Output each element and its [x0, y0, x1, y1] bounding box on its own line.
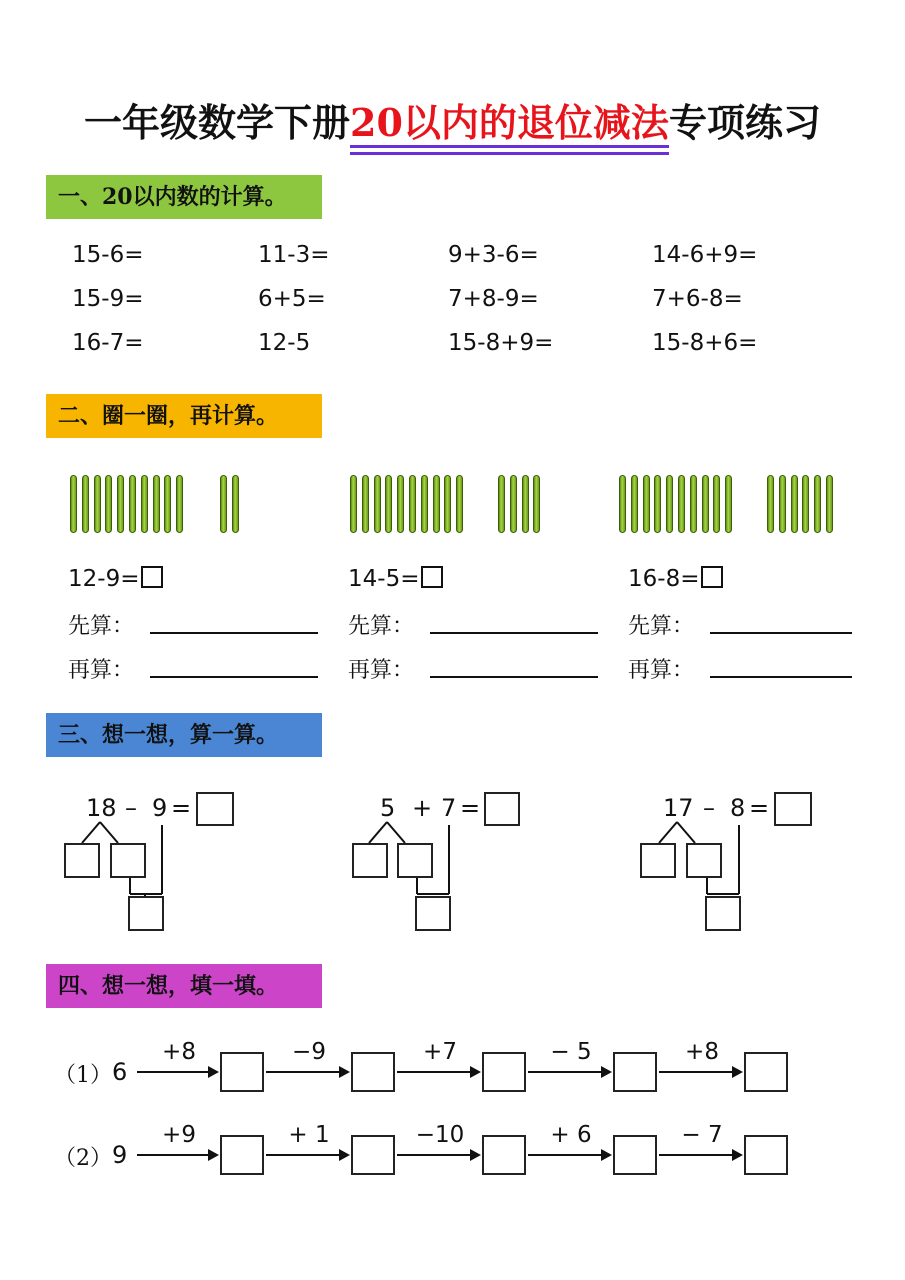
- circle-equation: 16-8=: [628, 566, 700, 592]
- chain-operation: −10: [415, 1122, 465, 1148]
- step-box[interactable]: [705, 896, 741, 931]
- operator: +: [412, 794, 433, 822]
- operator: –: [125, 794, 137, 822]
- operand-a: 18: [86, 794, 117, 822]
- section-2-heading: 二、圈一圈，再计算。: [46, 394, 322, 438]
- chain-answer-box[interactable]: [220, 1052, 264, 1092]
- then-step-label: 再算：: [628, 658, 695, 683]
- section-3-heading: 三、想一想，算一算。: [46, 713, 322, 757]
- chain-arrow: [266, 1071, 348, 1073]
- calc-item: 6+5=: [258, 286, 326, 312]
- chain-operation: +7: [423, 1039, 457, 1065]
- calc-item: 15-6=: [72, 242, 144, 268]
- equals-sign: =: [749, 794, 770, 822]
- calc-item: 7+6-8=: [652, 286, 743, 312]
- calc-item: 16-7=: [72, 330, 144, 356]
- chain-start-number: 9: [112, 1141, 128, 1169]
- chain-arrow: [137, 1071, 217, 1073]
- chain-label: （1）: [54, 1063, 112, 1088]
- title-highlight: 20以内的退位减法: [350, 100, 669, 148]
- chain-answer-box[interactable]: [744, 1135, 788, 1175]
- section-4-heading: 四、想一想，填一填。: [46, 964, 322, 1008]
- chain-operation: +8: [685, 1039, 719, 1065]
- chain-answer-box[interactable]: [351, 1135, 395, 1175]
- then-step-label: 再算：: [348, 658, 415, 683]
- chain-arrow: [137, 1154, 217, 1156]
- chain-answer-box[interactable]: [482, 1052, 526, 1092]
- chain-arrow: [659, 1071, 741, 1073]
- operator: –: [703, 794, 715, 822]
- chain-arrow: [397, 1154, 479, 1156]
- calc-item: 15-8+9=: [448, 330, 554, 356]
- operand-b: 8: [730, 794, 746, 822]
- chain-arrow: [397, 1071, 479, 1073]
- operand-b: 9: [152, 794, 168, 822]
- calc-item: 11-3=: [258, 242, 330, 268]
- chain-operation: − 5: [550, 1039, 592, 1065]
- first-step-label: 先算：: [628, 614, 695, 639]
- chain-arrow: [266, 1154, 348, 1156]
- equals-sign: =: [460, 794, 481, 822]
- calc-item: 12-5: [258, 330, 311, 356]
- chain-operation: −9: [292, 1039, 326, 1065]
- operand-a: 5: [380, 794, 396, 822]
- chain-answer-box[interactable]: [744, 1052, 788, 1092]
- equals-sign: =: [171, 794, 192, 822]
- title-prefix: 一年级数学下册: [84, 100, 351, 145]
- chain-arrow: [528, 1071, 610, 1073]
- calc-item: 15-8+6=: [652, 330, 758, 356]
- split-box[interactable]: [686, 843, 722, 878]
- calc-item: 14-6+9=: [652, 242, 758, 268]
- title-suffix: 专项练习: [668, 100, 821, 145]
- section-1-heading: 一、20以内数的计算。: [46, 175, 322, 219]
- chain-answer-box[interactable]: [613, 1135, 657, 1175]
- chain-answer-box[interactable]: [482, 1135, 526, 1175]
- then-step-label: 再算：: [68, 658, 135, 683]
- circle-equation: 14-5=: [348, 566, 420, 592]
- operand-b: 7: [441, 794, 457, 822]
- chain-answer-box[interactable]: [613, 1052, 657, 1092]
- chain-operation: +9: [162, 1122, 196, 1148]
- chain-label: （2）: [54, 1146, 112, 1171]
- calc-item: 9+3-6=: [448, 242, 539, 268]
- calc-item: 7+8-9=: [448, 286, 539, 312]
- chain-arrow: [528, 1154, 610, 1156]
- chain-operation: +8: [162, 1039, 196, 1065]
- chain-operation: + 1: [288, 1122, 330, 1148]
- first-step-label: 先算：: [348, 614, 415, 639]
- circle-equation: 12-9=: [68, 566, 140, 592]
- chain-arrow: [659, 1154, 741, 1156]
- chain-answer-box[interactable]: [220, 1135, 264, 1175]
- calc-item: 15-9=: [72, 286, 144, 312]
- operand-a: 17: [663, 794, 694, 822]
- first-step-label: 先算：: [68, 614, 135, 639]
- split-box[interactable]: [640, 843, 676, 878]
- chain-answer-box[interactable]: [351, 1052, 395, 1092]
- chain-operation: + 6: [550, 1122, 592, 1148]
- chain-start-number: 6: [112, 1058, 128, 1086]
- chain-operation: − 7: [681, 1122, 723, 1148]
